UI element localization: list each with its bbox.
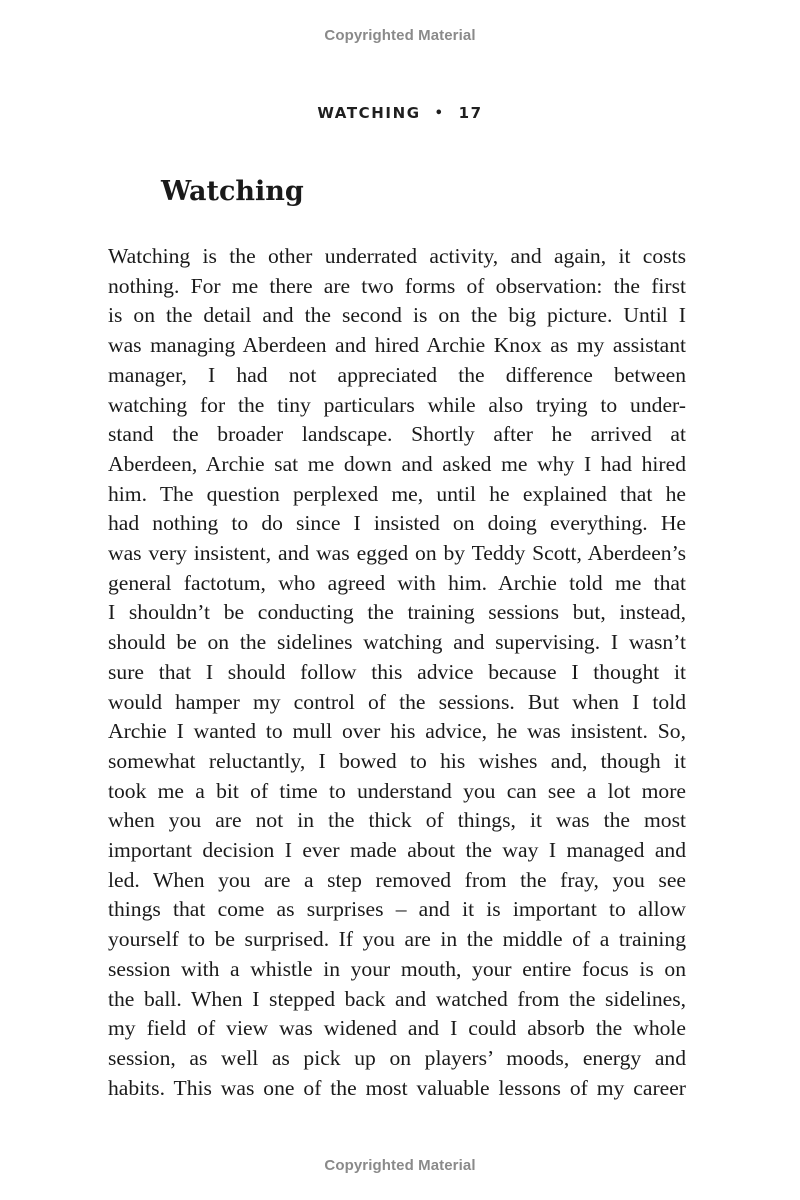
body-line: habits. This was one of the most valuable lessons of my career (108, 1075, 686, 1100)
body-line: the ball. When I stepped back and watched from the sidelines, (108, 986, 686, 1011)
body-line: stand the broader landscape. Shortly after he arrived at (108, 422, 686, 447)
body-line: watching for the tiny particulars while also trying to under- (108, 392, 686, 417)
body-line: took me a bit of time to understand you can see a lot more (108, 778, 686, 803)
body-line: my field of view was widened and I could absorb the whole (108, 1016, 686, 1041)
section-title: Watching (161, 176, 304, 207)
body-line: Archie I wanted to mull over his advice, he was insistent. So, (108, 719, 686, 744)
body-line: Watching is the other underrated activity, and again, it costs (108, 244, 686, 268)
body-line: Aberdeen, Archie sat me down and asked me why I had hired (108, 451, 686, 476)
body-line: had nothing to do since I insisted on doing everything. He (108, 511, 686, 536)
body-line: nothing. For me there are two forms of observation: the first (108, 273, 686, 298)
running-head (0, 104, 800, 122)
body-line: should be on the sidelines watching and supervising. I wasn’t (108, 630, 686, 655)
body-line: session, as well as pick up on players’ moods, energy and (108, 1045, 686, 1070)
body-line: is on the detail and the second is on the big picture. Until I (108, 303, 686, 328)
body-line: general factotum, who agreed with him. Archie told me that (108, 570, 686, 595)
body-paragraph (108, 242, 686, 1103)
copyright-watermark-top: Copyrighted Material (324, 27, 476, 44)
body-line: was very insistent, and was egged on by Teddy Scott, Aberdeen’s (108, 541, 686, 566)
body-line: session with a whistle in your mouth, your entire focus is on (108, 956, 686, 981)
body-line: sure that I should follow this advice because I thought it (108, 659, 686, 684)
body-line: somewhat reluctantly, I bowed to his wishes and, though it (108, 748, 686, 773)
body-line: yourself to be surprised. If you are in the middle of a training (108, 927, 686, 952)
body-line: things that come as surprises – and it is important to allow (108, 897, 686, 922)
body-line: I shouldn’t be conducting the training sessions but, instead, (108, 600, 686, 625)
body-line: was managing Aberdeen and hired Archie Knox as my assistant (108, 333, 686, 358)
running-head-section: WATCHING (317, 104, 421, 122)
body-line: when you are not in the thick of things, it was the most (108, 808, 686, 833)
copyright-watermark-bottom: Copyrighted Material (324, 1157, 476, 1174)
running-head-separator: • (434, 106, 445, 121)
body-line: important decision I ever made about the way I managed and (108, 838, 686, 863)
page-number: 17 (458, 104, 483, 122)
body-line: would hamper my control of the sessions. But when I told (108, 689, 686, 714)
body-line: him. The question perplexed me, until he explained that he (108, 481, 686, 506)
body-line: led. When you are a step removed from the fray, you see (108, 867, 686, 892)
body-line: manager, I had not appreciated the difference between (108, 362, 686, 387)
